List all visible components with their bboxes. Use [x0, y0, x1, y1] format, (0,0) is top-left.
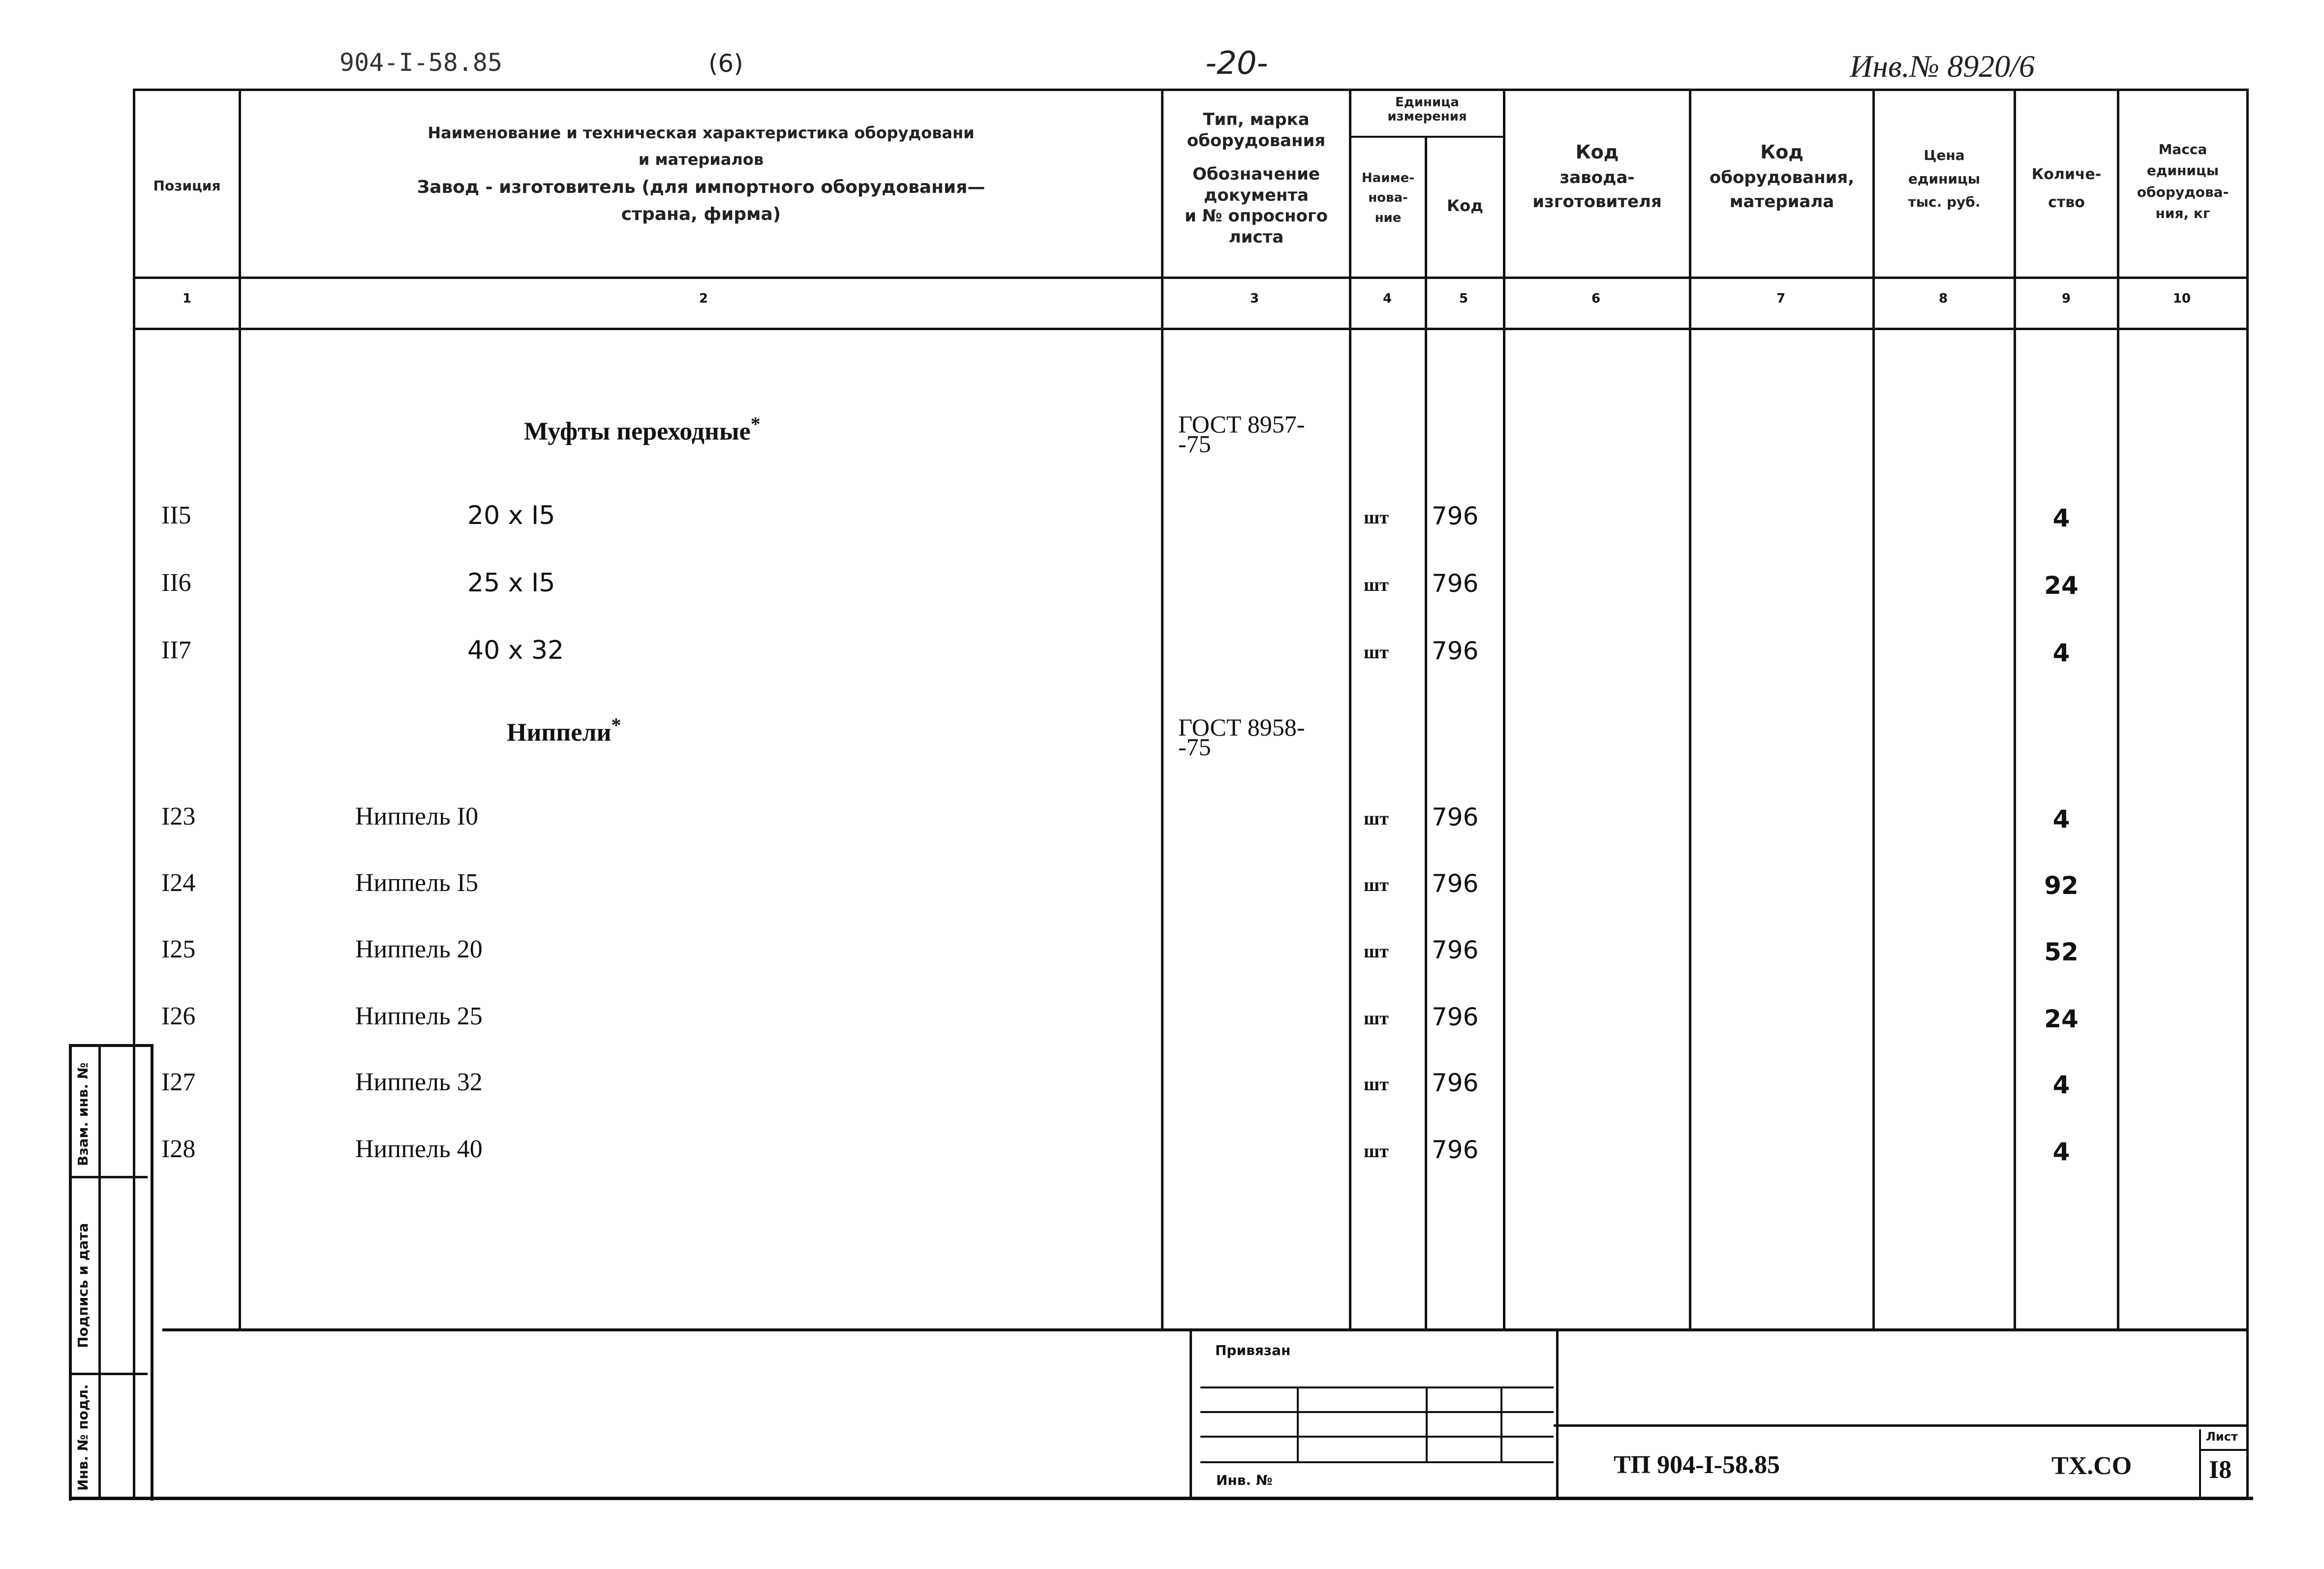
frame-bottom: [69, 1497, 2253, 1500]
row-position: I25: [161, 935, 196, 963]
stamp-inv-label: Инв. №: [1216, 1472, 1273, 1488]
row-code: 796: [1432, 1069, 1479, 1097]
frame-top: [133, 89, 2248, 91]
column-number-9: 9: [2061, 291, 2071, 306]
row-name: Ниппель I5: [355, 869, 479, 897]
row-position: I24: [161, 869, 196, 897]
col-divider-2: [1161, 89, 1163, 1328]
row-code: 796: [1432, 1003, 1479, 1031]
stamp-line-4: [1200, 1461, 1554, 1463]
row-unit: шт: [1364, 1141, 1389, 1162]
row-code: 796: [1432, 569, 1479, 598]
column-number-4: 4: [1382, 291, 1392, 306]
header-unit-code: Код: [1447, 196, 1483, 215]
row-name: Ниппель 25: [355, 1002, 483, 1030]
page-marker: -20-: [1205, 45, 1268, 82]
colnum-bottom-line: [133, 328, 2248, 330]
row-name: Ниппель 20: [355, 935, 483, 963]
row-quantity: 92: [2044, 871, 2079, 900]
col-divider-7: [1872, 89, 1875, 1328]
column-number-10: 10: [2172, 291, 2191, 306]
row-unit: шт: [1364, 1008, 1389, 1029]
col-divider-6: [1689, 89, 1691, 1328]
col-divider-8: [2014, 89, 2016, 1328]
stamp-bound-label: Привязан: [1215, 1342, 1291, 1358]
column-number-8: 8: [1938, 291, 1948, 306]
header-type: Тип, марка оборудования Обозначение документа и № опросного листа: [1184, 110, 1328, 247]
stamp-sheet-divider: [2199, 1429, 2201, 1497]
column-number-7: 7: [1776, 291, 1786, 306]
stamp-vline-2: [1426, 1386, 1428, 1461]
row-code: 796: [1432, 936, 1479, 964]
unit-group-divider: [1351, 136, 1504, 138]
stamp-vline-1: [1297, 1386, 1299, 1461]
row-position: II6: [161, 569, 191, 597]
row-quantity: 4: [2052, 805, 2070, 833]
col-divider-3: [1349, 89, 1351, 1328]
side-stamp-divider: [98, 1044, 101, 1498]
header-mass: Масса единицы оборудова- ния, кг: [2137, 141, 2229, 222]
col-divider-9: [2117, 89, 2119, 1328]
row-name: Ниппель I0: [355, 802, 479, 831]
side-stamp-line-1: [69, 1176, 148, 1178]
column-number-5: 5: [1459, 291, 1468, 306]
row-unit: шт: [1364, 1074, 1389, 1095]
group-title-nipples: Ниппели*: [507, 714, 621, 747]
side-label-sign-date: Подпись и дата: [75, 1223, 91, 1348]
stamp-sheet-label: Лист: [2206, 1430, 2238, 1444]
col-divider-5: [1503, 89, 1505, 1328]
side-label-inv-orig: Инв. № подл.: [75, 1384, 91, 1491]
row-code: 796: [1432, 637, 1479, 665]
frame-right: [2246, 89, 2249, 1498]
header-bottom-line: [133, 277, 2248, 279]
row-position: I28: [161, 1135, 196, 1163]
row-position: II5: [161, 501, 191, 529]
header-unit-group: Единица измерения: [1387, 95, 1467, 124]
inventory-number: Инв.№ 8920/6: [1850, 49, 2035, 84]
stamp-doc-code: ТП 904-I-58.85: [1614, 1451, 1780, 1479]
col-divider-4: [1425, 136, 1427, 1328]
col-divider-1: [239, 89, 241, 1328]
row-unit: шт: [1364, 875, 1389, 895]
header-quantity: Количе- ство: [2031, 166, 2102, 211]
header-price: Цена единицы тыс. руб.: [1908, 147, 1981, 211]
group-title-couplings: Муфты переходные*: [524, 413, 761, 446]
row-quantity: 52: [2044, 938, 2079, 966]
gost-couplings: ГОСТ 8957- -75: [1178, 410, 1305, 458]
stamp-section: ТХ.СО: [2051, 1452, 2132, 1480]
row-unit: шт: [1364, 642, 1389, 663]
row-name: Ниппель 32: [355, 1068, 483, 1096]
row-unit: шт: [1364, 808, 1389, 829]
row-position: II7: [161, 636, 191, 664]
row-quantity: 24: [2044, 1005, 2079, 1033]
header-unit-name: Наиме- нова- ние: [1361, 171, 1415, 225]
row-unit: шт: [1364, 575, 1389, 595]
stamp-sheet-number: I8: [2209, 1456, 2232, 1484]
column-number-6: 6: [1591, 291, 1601, 306]
row-position: I23: [161, 802, 196, 831]
row-name: 40 x 32: [467, 636, 564, 665]
part-label: (6): [708, 49, 743, 78]
stamp-doc-top-line: [1554, 1424, 2248, 1427]
row-quantity: 24: [2044, 571, 2079, 600]
row-position: I27: [161, 1068, 196, 1096]
project-code: 904-I-58.85: [339, 48, 503, 77]
row-quantity: 4: [2052, 639, 2070, 667]
row-quantity: 4: [2052, 504, 2070, 532]
row-code: 796: [1432, 869, 1479, 898]
row-name: 25 x I5: [467, 568, 555, 598]
row-unit: шт: [1364, 507, 1389, 528]
row-quantity: 4: [2052, 1138, 2070, 1166]
header-plant-code: Код завода- изготовителя: [1532, 141, 1662, 212]
side-label-replace-inv: Взам. инв. №: [75, 1062, 91, 1166]
row-name: Ниппель 40: [355, 1135, 483, 1163]
header-name: Наименование и техническая характеристика оборудовани и материалов Завод - изготовитель (для импортного оборудования— страна, фирма): [417, 123, 985, 224]
column-number-1: 1: [182, 291, 192, 306]
side-stamp-line-2: [69, 1373, 148, 1375]
stamp-sheet-line: [2199, 1449, 2248, 1451]
row-name: 20 x I5: [467, 501, 555, 530]
row-quantity: 4: [2052, 1071, 2070, 1099]
gost-nipples: ГОСТ 8958- -75: [1178, 713, 1305, 761]
row-code: 796: [1432, 803, 1479, 831]
column-number-2: 2: [699, 291, 708, 306]
row-position: I26: [161, 1002, 196, 1030]
column-number-3: 3: [1250, 291, 1259, 306]
row-code: 796: [1432, 502, 1479, 530]
header-equipment-code: Код оборудования, материала: [1709, 141, 1855, 212]
header-position: Позиция: [153, 178, 221, 194]
row-unit: шт: [1364, 941, 1389, 962]
stamp-vline-3: [1500, 1386, 1502, 1461]
row-code: 796: [1432, 1136, 1479, 1164]
